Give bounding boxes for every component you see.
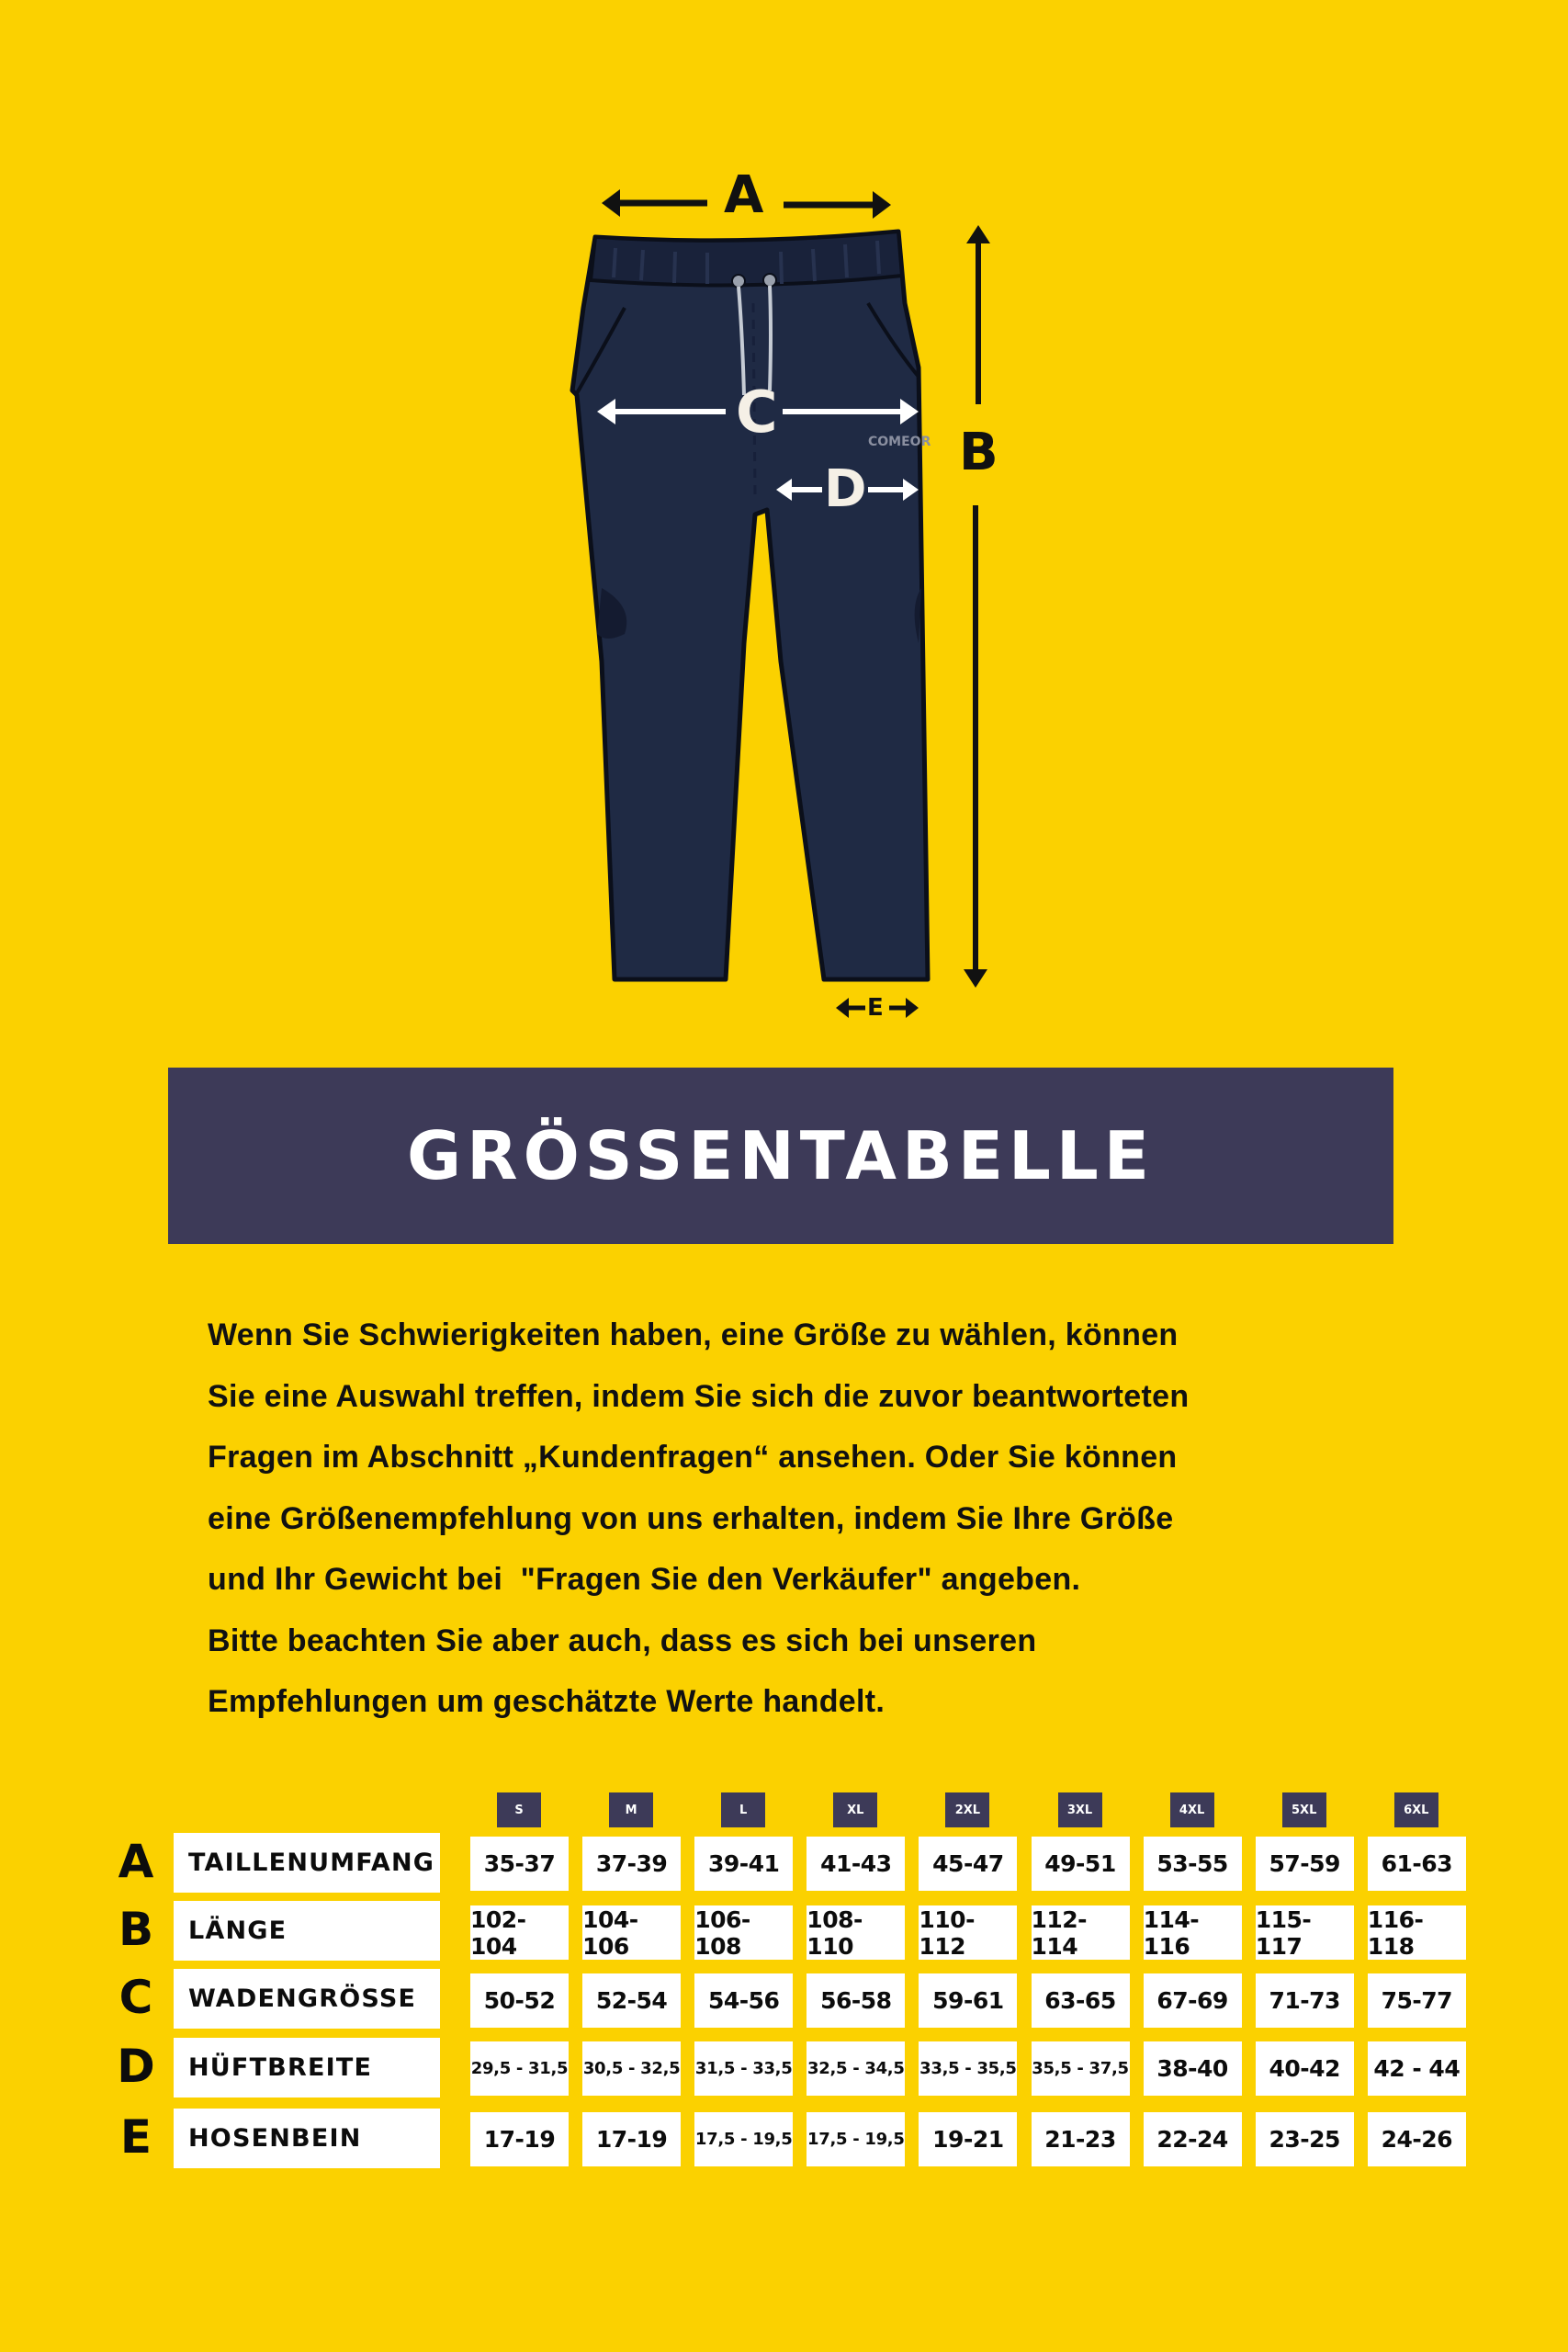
table-cell: 23-25: [1256, 2112, 1354, 2166]
row-letter-e: E: [119, 2110, 152, 2164]
row-label: HÜFTBREITE: [174, 2038, 440, 2098]
table-cell: 21-23: [1032, 2112, 1130, 2166]
table-cell: 32,5 - 34,5: [807, 2041, 905, 2096]
label-d: D: [824, 459, 867, 519]
size-header-xl: XL: [833, 1792, 877, 1827]
table-cell: 19-21: [919, 2112, 1017, 2166]
size-header-5xl: 5XL: [1282, 1792, 1326, 1827]
size-header-3xl: 3XL: [1058, 1792, 1102, 1827]
table-cell: 115-117: [1256, 1905, 1354, 1960]
table-cell: 108-110: [807, 1905, 905, 1960]
size-header-m: M: [609, 1792, 653, 1827]
table-cell: 37-39: [582, 1837, 681, 1891]
table-cell: 116-118: [1368, 1905, 1466, 1960]
table-cell: 53-55: [1144, 1837, 1242, 1891]
intro-line: Wenn Sie Schwierigkeiten haben, eine Größe zu wählen, können: [208, 1317, 1179, 1352]
table-cell: 22-24: [1144, 2112, 1242, 2166]
size-header-6xl: 6XL: [1394, 1792, 1438, 1827]
intro-line: Sie eine Auswahl treffen, indem Sie sich die zuvor beantworteten: [208, 1378, 1190, 1414]
size-header-4xl: 4XL: [1170, 1792, 1214, 1827]
table-cell: 50-52: [470, 1973, 569, 2028]
table-cell: 67-69: [1144, 1973, 1242, 2028]
table-cell: 38-40: [1144, 2041, 1242, 2096]
intro-line: Fragen im Abschnitt „Kundenfragen“ ansehen. Oder Sie können: [208, 1440, 1178, 1475]
row-label: HOSENBEIN: [174, 2109, 440, 2168]
row-label: WADENGRÖSSE: [174, 1969, 440, 2029]
table-cell: 106-108: [694, 1905, 793, 1960]
title-banner: [168, 1068, 1393, 1244]
label-e: E: [867, 994, 884, 1022]
size-header-2xl: 2XL: [945, 1792, 989, 1827]
row-label: LÄNGE: [174, 1901, 440, 1961]
pants-illustration: [0, 0, 1568, 1047]
table-cell: 30,5 - 32,5: [582, 2041, 681, 2096]
table-cell: 33,5 - 35,5: [919, 2041, 1017, 2096]
table-cell: 71-73: [1256, 1973, 1354, 2028]
table-cell: 54-56: [694, 1973, 793, 2028]
table-cell: 39-41: [694, 1837, 793, 1891]
row-letter-d: D: [117, 2040, 155, 2093]
page-title: GRÖSSENTABELLE: [407, 1117, 1155, 1194]
pants-drawing: [0, 0, 1568, 1047]
table-cell: 17-19: [582, 2112, 681, 2166]
table-cell: 52-54: [582, 1973, 681, 2028]
table-cell: 104-106: [582, 1905, 681, 1960]
table-cell: 31,5 - 33,5: [694, 2041, 793, 2096]
intro-paragraph: [208, 1305, 1402, 1733]
table-cell: 35-37: [470, 1837, 569, 1891]
table-cell: 42 - 44: [1368, 2041, 1466, 2096]
table-cell: 45-47: [919, 1837, 1017, 1891]
label-b: B: [959, 423, 998, 482]
table-cell: 29,5 - 31,5: [470, 2041, 569, 2096]
row-letter-b: B: [118, 1903, 154, 1956]
table-cell: 17,5 - 19,5: [807, 2112, 905, 2166]
table-cell: 110-112: [919, 1905, 1017, 1960]
row-letter-c: C: [118, 1971, 153, 2024]
intro-line: Bitte beachten Sie aber auch, dass es sich bei unseren: [208, 1623, 1037, 1658]
table-cell: 17-19: [470, 2112, 569, 2166]
brand-logo: COMEOR: [868, 435, 931, 449]
intro-line: eine Größenempfehlung von uns erhalten, indem Sie Ihre Größe: [208, 1500, 1174, 1536]
size-header-l: L: [721, 1792, 765, 1827]
dimension-arrow-b: [964, 225, 990, 988]
table-cell: 75-77: [1368, 1973, 1466, 2028]
table-cell: 61-63: [1368, 1837, 1466, 1891]
intro-line: und Ihr Gewicht bei "Fragen Sie den Verkäufer" angeben.: [208, 1562, 1081, 1597]
table-cell: 57-59: [1256, 1837, 1354, 1891]
size-header-s: S: [497, 1792, 541, 1827]
table-cell: 49-51: [1032, 1837, 1130, 1891]
intro-line: Empfehlungen um geschätzte Werte handelt.: [208, 1684, 886, 1719]
table-cell: 24-26: [1368, 2112, 1466, 2166]
row-label: TAILLENUMFANG: [174, 1833, 440, 1893]
table-cell: 17,5 - 19,5: [694, 2112, 793, 2166]
table-cell: 35,5 - 37,5: [1032, 2041, 1130, 2096]
table-cell: 63-65: [1032, 1973, 1130, 2028]
row-letter-a: A: [118, 1835, 154, 1888]
table-cell: 41-43: [807, 1837, 905, 1891]
table-cell: 102-104: [470, 1905, 569, 1960]
table-cell: 112-114: [1032, 1905, 1130, 1960]
table-cell: 40-42: [1256, 2041, 1354, 2096]
label-c: C: [736, 379, 778, 446]
table-cell: 56-58: [807, 1973, 905, 2028]
label-a: A: [724, 165, 764, 225]
table-cell: 59-61: [919, 1973, 1017, 2028]
table-cell: 114-116: [1144, 1905, 1242, 1960]
